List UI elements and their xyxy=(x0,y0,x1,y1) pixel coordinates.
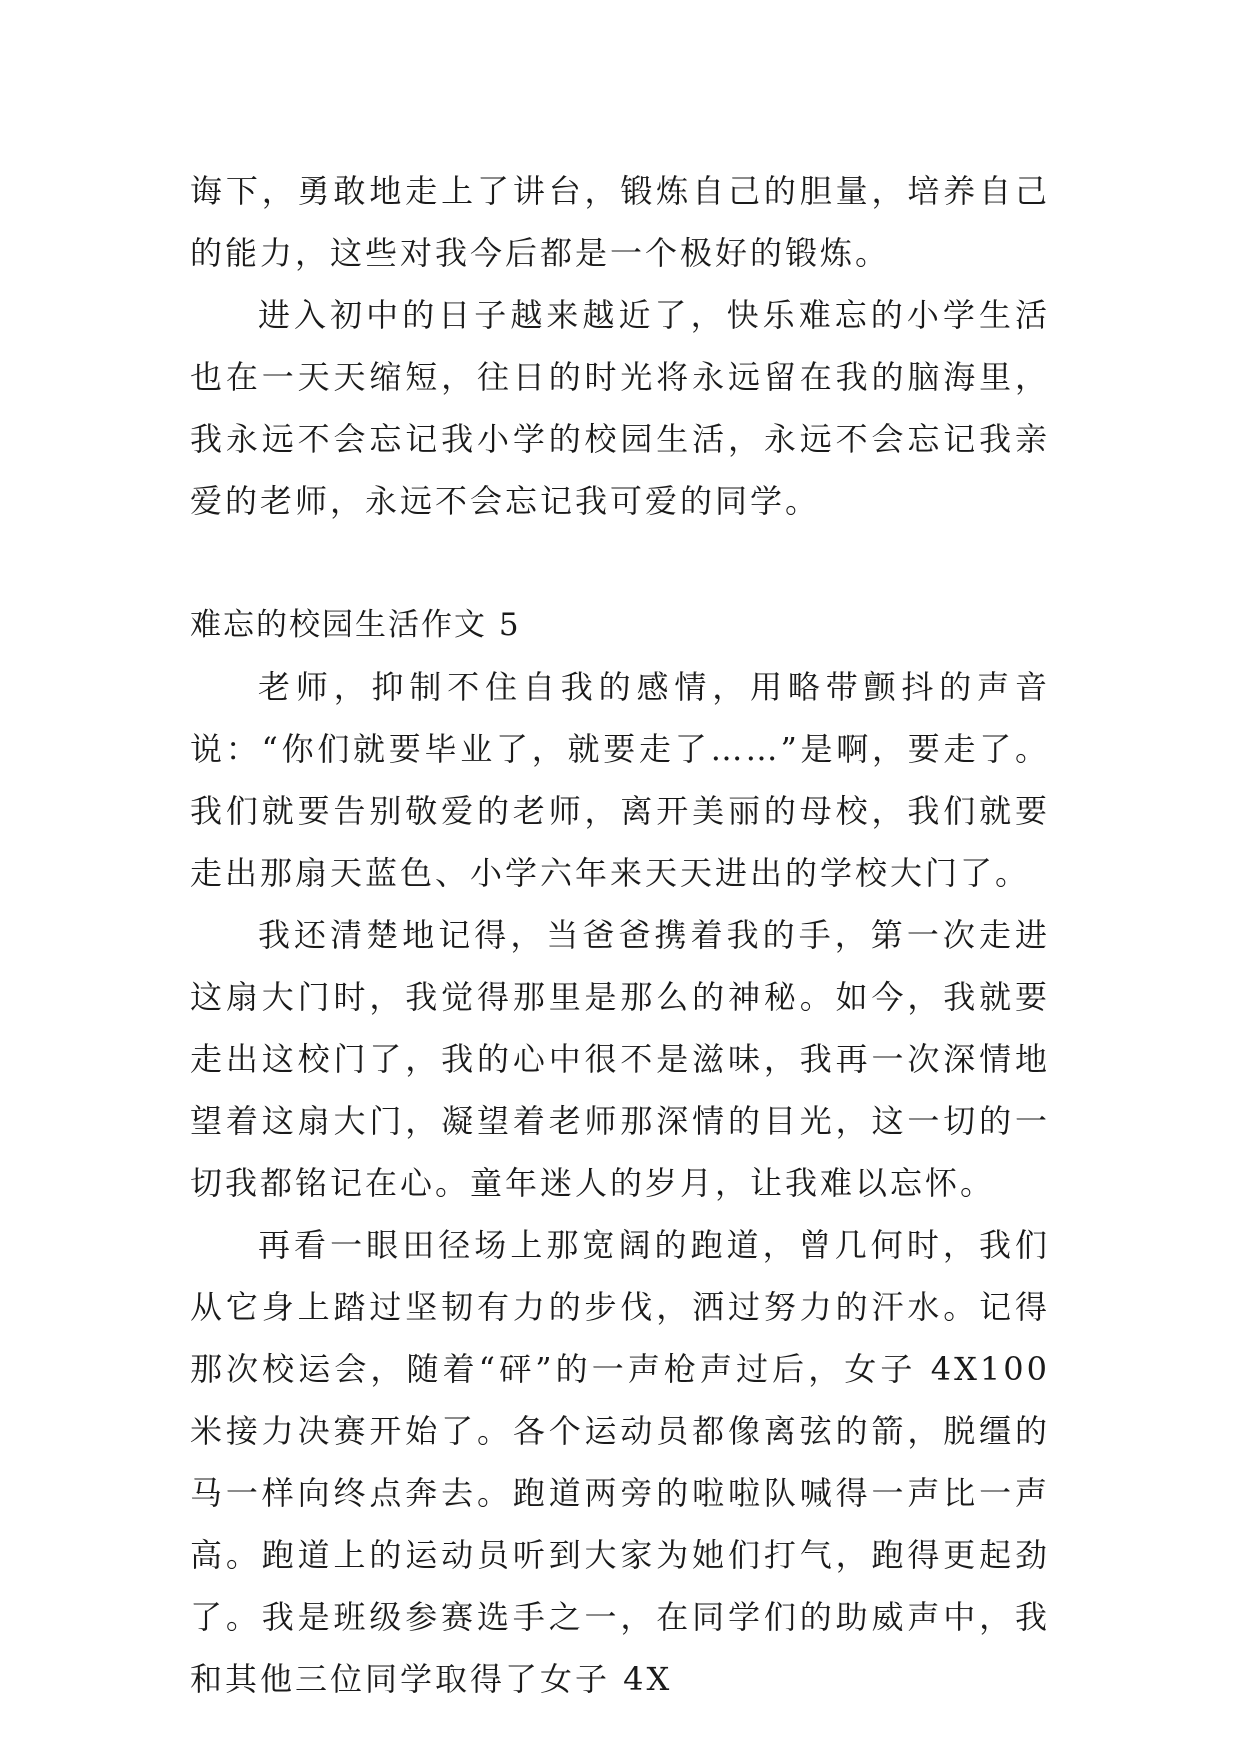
document-body xyxy=(190,160,1050,1710)
section-paragraph-2: 我还清楚地记得，当爸爸携着我的手，第一次走进这扇大门时，我觉得那里是那么的神秘。如今，我就要走出这校门了，我的心中很不是滋味，我再一次深情地望着这扇大门，凝望着老师那深情的目光，这一切的一切我都铭记在心。童年迷人的岁月，让我难以忘怀。 xyxy=(190,916,1050,1202)
section-paragraph-3: 再看一眼田径场上那宽阔的跑道，曾几何时，我们从它身上踏过坚韧有力的步伐，洒过努力的汗水。记得那次校运会，随着“砰”的一声枪声过后，女子 4X100 米接力决赛开始了。各个运动员都像离弦的箭，脱缰的马一样向终点奔去。跑道两旁的啦啦队喊得一声比一声高。跑道上的运动员听到大家为她们打气，跑得更起劲了。我是班级参赛选手之一，在同学们的助威声中，我和其他三位同学取得了女子 4X xyxy=(190,1226,1050,1698)
section-paragraph-1: 老师，抑制不住自我的感情，用略带颤抖的声音说：“你们就要毕业了，就要走了……”是啊，要走了。我们就要告别敬爱的老师，离开美丽的母校，我们就要走出那扇天蓝色、小学六年来天天进出的学校大门了。 xyxy=(190,668,1050,892)
continued-paragraph: 诲下，勇敢地走上了讲台，锻炼自己的胆量，培养自己的能力，这些对我今后都是一个极好的锻炼。 xyxy=(190,172,1050,272)
closing-paragraph: 进入初中的日子越来越近了，快乐难忘的小学生活也在一天天缩短，往日的时光将永远留在我的脑海里，我永远不会忘记我小学的校园生活，永远不会忘记我亲爱的老师，永远不会忘记我可爱的同学。 xyxy=(190,296,1050,520)
section-heading: 难忘的校园生活作文 5 xyxy=(190,607,521,643)
